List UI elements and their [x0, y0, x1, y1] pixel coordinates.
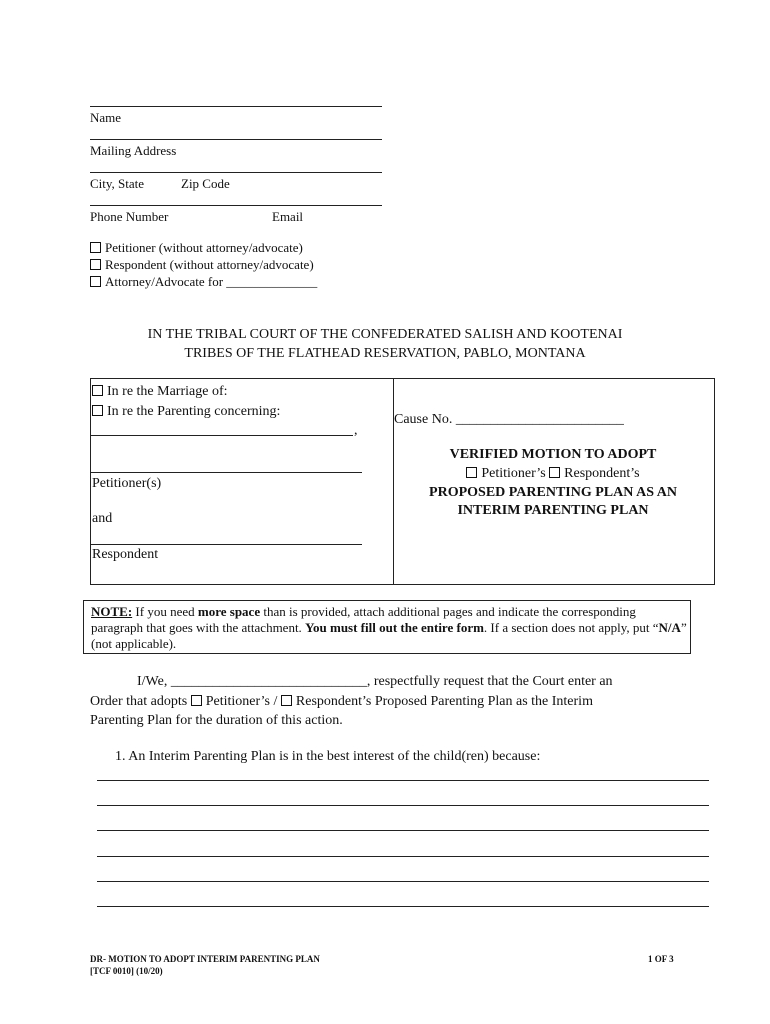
role-option-petitioner[interactable]: Petitioner (without attorney/advocate) — [90, 240, 303, 256]
email-label: Email — [272, 209, 304, 224]
mailing-address-label: Mailing Address — [90, 143, 177, 158]
city-state-label: City, State — [90, 176, 145, 191]
checkbox-icon[interactable] — [549, 467, 560, 478]
request-line3: Parenting Plan for the duration of this action. — [90, 713, 343, 728]
court-heading-line1: IN THE TRIBAL COURT OF THE CONFEDERATED SALISH AND KOOTENAI — [147, 327, 623, 342]
role-option-respondent[interactable]: Respondent (without attorney/advocate) — [90, 257, 314, 273]
phone-number-label: Phone Number — [90, 209, 169, 224]
checkbox-icon[interactable] — [90, 259, 101, 270]
motion-title-line1: VERIFIED MOTION TO ADOPT — [449, 447, 657, 462]
checkbox-icon[interactable] — [191, 695, 202, 706]
checkbox-icon[interactable] — [281, 695, 292, 706]
in-re-parenting-option[interactable]: In re the Parenting concerning: — [92, 403, 280, 421]
footer-form-title: DR- MOTION TO ADOPT INTERIM PARENTING PLAN — [90, 954, 320, 964]
respondent-label: Respondent — [92, 547, 159, 562]
request-line1: I/We, ____________________________, respectfully request that the Court enter an — [137, 674, 613, 689]
checkbox-icon[interactable] — [466, 467, 477, 478]
answer-line[interactable] — [97, 856, 709, 857]
answer-line[interactable] — [97, 906, 709, 907]
phone-email-line[interactable] — [90, 205, 382, 206]
item-1-text: 1. An Interim Parenting Plan is in the best interest of the child(ren) because: — [115, 749, 541, 764]
zip-code-label: Zip Code — [181, 176, 230, 191]
checkbox-icon[interactable] — [92, 385, 103, 396]
mailing-address-line[interactable] — [90, 139, 382, 140]
city-state-zip-line[interactable] — [90, 172, 382, 173]
answer-line[interactable] — [97, 780, 709, 781]
name-line[interactable] — [90, 106, 382, 107]
checkbox-icon[interactable] — [90, 276, 101, 287]
note-label: NOTE: — [91, 604, 133, 619]
motion-title-line4: INTERIM PARENTING PLAN — [457, 503, 649, 518]
party-name-line[interactable] — [91, 435, 353, 436]
cause-number-field[interactable]: Cause No. ________________________ — [394, 412, 624, 427]
note-box: NOTE: If you need more space than is provided, attach additional pages and indicate the corresponding paragraph that goes with the attachment. You must fill out the entire form. If a section does not apply, put “N/A” (not applicable). — [83, 600, 691, 654]
role-option-attorney[interactable]: Attorney/Advocate for ______________ — [90, 274, 317, 290]
and-label: and — [92, 511, 113, 526]
answer-line[interactable] — [97, 881, 709, 882]
motion-title-parties: Petitioner’s Respondent’s — [394, 465, 712, 483]
court-heading-line2: TRIBES OF THE FLATHEAD RESERVATION, PABLO, MONTANA — [184, 346, 586, 361]
footer-page-number: 1 OF 3 — [648, 954, 674, 964]
footer-form-code: [TCF 0010] (10/20) — [90, 966, 163, 976]
checkbox-icon[interactable] — [90, 242, 101, 253]
answer-line[interactable] — [97, 805, 709, 806]
in-re-marriage-option[interactable]: In re the Marriage of: — [92, 383, 228, 401]
petitioners-label: Petitioner(s) — [92, 476, 162, 491]
respondent-name-line[interactable] — [91, 544, 362, 545]
petitioner-name-line[interactable] — [91, 472, 362, 473]
request-line2: Order that adopts Petitioner’s / Respondent’s Proposed Parenting Plan as the Interim — [90, 694, 593, 709]
comma: , — [354, 423, 358, 438]
answer-line[interactable] — [97, 830, 709, 831]
checkbox-icon[interactable] — [92, 405, 103, 416]
motion-title-line3: PROPOSED PARENTING PLAN AS AN — [429, 485, 677, 500]
name-label: Name — [90, 110, 122, 125]
